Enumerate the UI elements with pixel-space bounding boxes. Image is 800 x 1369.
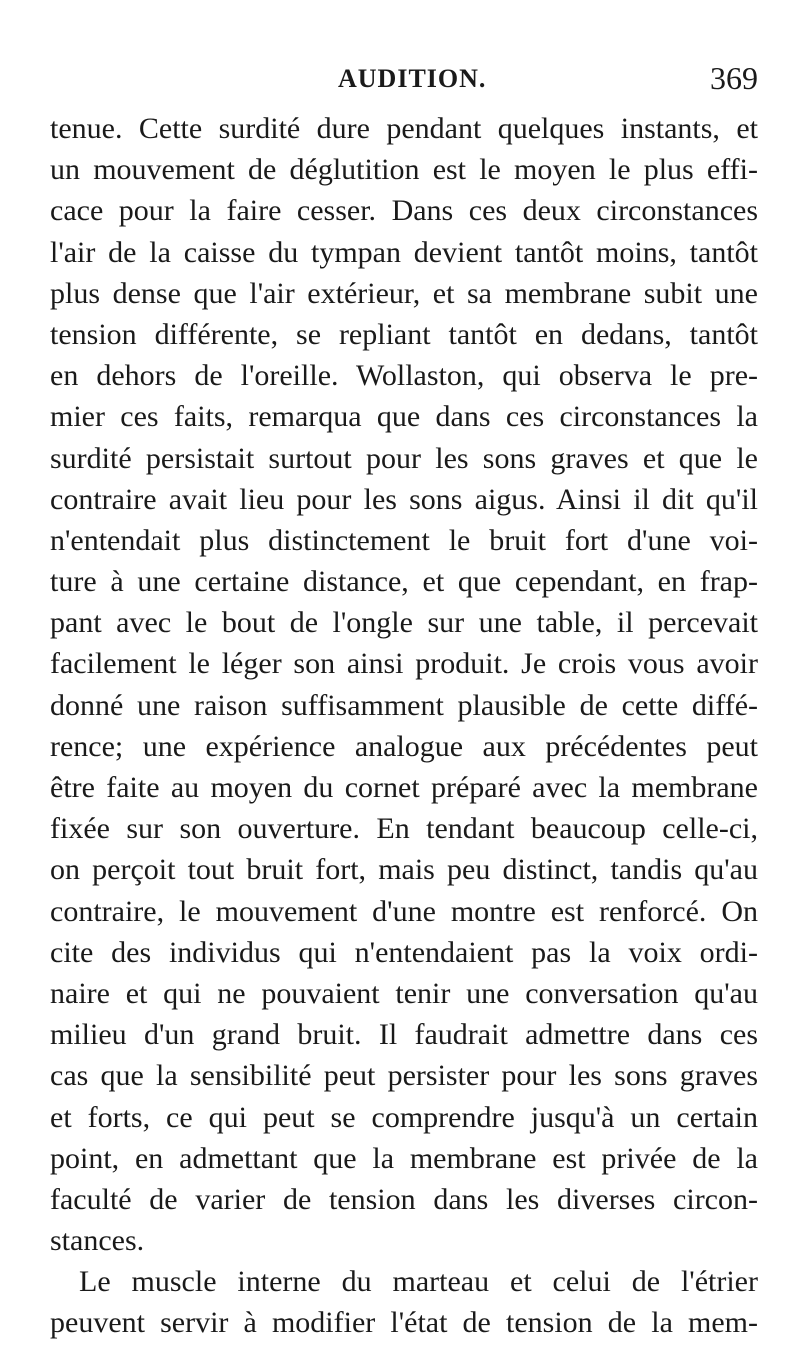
text-line: cas que la sensibilité peut persister pour les sons graves bbox=[50, 1059, 758, 1093]
text-line: plus dense que l'air extérieur, et sa membrane subit une bbox=[50, 276, 758, 310]
text-line: être faite au moyen du cornet préparé avec la membrane bbox=[50, 771, 758, 804]
paragraph-start-line: Le muscle interne du marteau et celui de l'étrier bbox=[79, 1265, 758, 1299]
text-line: en dehors de l'oreille. Wollaston, qui observa le pre- bbox=[50, 359, 758, 393]
text-line: l'air de la caisse du tympan devient tantôt moins, tantôt bbox=[50, 235, 758, 269]
text-line: cite des individus qui n'entendaient pas la voix ordi- bbox=[50, 935, 758, 969]
text-line: on perçoit tout bruit fort, mais peu distinct, tandis qu'au bbox=[50, 853, 758, 887]
text-line: faculté de varier de tension dans les diverses circon- bbox=[50, 1182, 758, 1216]
text-line: ture à une certaine distance, et que cependant, en frap- bbox=[50, 565, 758, 599]
text-line: tension différente, se repliant tantôt en dedans, tantôt bbox=[50, 317, 758, 351]
text-line: milieu d'un grand bruit. Il faudrait admettre dans ces bbox=[50, 1018, 758, 1052]
text-line: tenue. Cette surdité dure pendant quelques instants, et bbox=[50, 112, 758, 145]
text-line: pant avec le bout de l'ongle sur une table, il percevait bbox=[50, 606, 758, 640]
text-line: point, en admettant que la membrane est privée de la bbox=[50, 1141, 758, 1175]
text-line: cace pour la faire cesser. Dans ces deux circonstances bbox=[50, 194, 758, 228]
paragraph-end-line: stances. bbox=[50, 1224, 145, 1258]
text-line: peuvent servir à modifier l'état de tension de la mem- bbox=[50, 1306, 758, 1340]
text-line: mier ces faits, remarqua que dans ces circonstances la bbox=[50, 400, 758, 434]
text-line: fixée sur son ouverture. En tendant beaucoup celle-ci, bbox=[50, 812, 758, 846]
text-line: contraire, le mouvement d'une montre est renforcé. On bbox=[50, 894, 758, 928]
text-line: surdité persistait surtout pour les sons graves et que le bbox=[50, 441, 758, 475]
text-line: rence; une expérience analogue aux précédentes peut bbox=[50, 729, 758, 763]
running-title: AUDITION. bbox=[338, 64, 487, 93]
body-text bbox=[50, 108, 758, 1344]
page-number: 369 bbox=[710, 60, 758, 96]
running-head bbox=[50, 60, 758, 100]
text-line: naire et qui ne pouvaient tenir une conversation qu'au bbox=[50, 976, 758, 1010]
text-line: donné une raison suffisamment plausible de cette diffé- bbox=[50, 688, 758, 722]
text-line: un mouvement de déglutition est le moyen le plus effi- bbox=[50, 153, 758, 187]
text-line: facilement le léger son ainsi produit. Je crois vous avoir bbox=[50, 647, 758, 681]
text-line: et forts, ce qui peut se comprendre jusqu'à un certain bbox=[50, 1100, 758, 1134]
text-line: contraire avait lieu pour les sons aigus. Ainsi il dit qu'il bbox=[50, 482, 758, 516]
text-line: n'entendait plus distinctement le bruit fort d'une voi- bbox=[50, 523, 758, 557]
